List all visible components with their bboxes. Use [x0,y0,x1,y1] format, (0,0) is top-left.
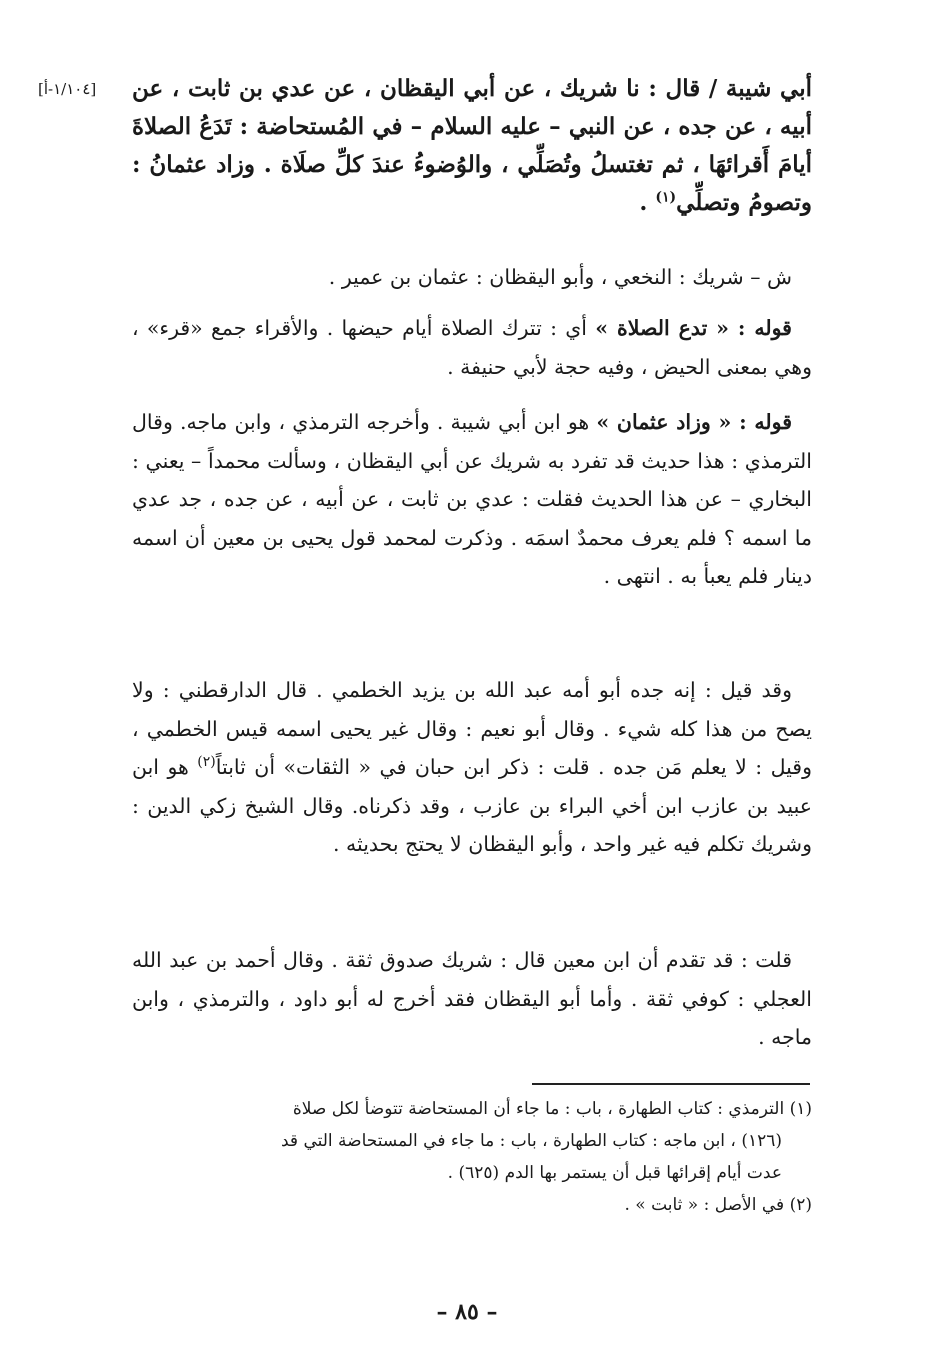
commentary-body-1: أي : تترك الصلاة أيام حيضها . والأقراء جمع «قرء» ، وهي بمعنى الحيض ، وفيه حجة لأبي حنيفة . [132,316,812,379]
footnote-separator [532,1083,810,1085]
commentary-body-3a: وقد قيل : إنه جده أبو أمه عبد الله بن يزيد الخطمي . قال الدارقطني : ولا يصح من هذا كله شيء . وقال أبو نعيم : وقال غير يحيى اسمه قيس الخطمي ، وقيل : لا يعلم مَن جده . قلت : ذكر ابن حبان في « الثقات» أن ثابتاً [132,678,812,779]
commentary-paragraph-3 [132,671,812,864]
commentary-paragraph-1 [132,309,812,386]
hadith-text [132,70,812,222]
commentary-lead-1: قوله : « تدع الصلاة » [595,316,792,340]
footnotes-section [132,1094,812,1222]
commentary-paragraph-2 [132,403,812,596]
commentary-body-2: هو ابن أبي شيبة . وأخرجه الترمذي ، وابن ماجه. وقال الترمذي : هذا حديث قد تفرد به شريك عن أبي اليقظان ، وسألت محمداً – يعني : البخاري – عن هذا الحديث فقلت : عدي بن ثابت ، عن أبيه ، عن جده ، جد عدي ما اسمه ؟ فلم يعرف محمدٌ اسمَه . وذكرت لمحمد قول يحيى بن معين أن اسمه دينار فلم يعبأ به . انتهى . [132,410,812,588]
commentary-lead-2: قوله : « وزاد عثمان » [596,410,793,434]
commentary-paragraph-4: قلت : قد تقدم أن ابن معين قال : شريك صدوق ثقة . وقال أحمد بن عبد الله العجلي : كوفي ثقة . وأما أبو اليقظان فقد أخرج له أبو داود ، والترمذي ، وابن ماجه . [132,948,812,1049]
hadith-end: . [639,189,656,216]
footnote-1-line-2: (١٢٦) ، ابن ماجه : كتاب الطهارة ، باب : ما جاء في المستحاضة التي قد [280,1131,782,1151]
sharh-narrators-line: ش – شريك : النخعي ، وأبو اليقظان : عثمان بن عمير . [328,265,792,289]
footnote-marker-2[interactable]: (٢) [197,754,216,771]
commentary-body-3b: هو ابن عبيد بن عازب ابن أخي البراء بن عازب ، وقد ذكرناه. وقال الشيخ زكي الدين : وشريك تكلم فيه غير واحد ، وأبو اليقظان لا يحتج بحديثه . [132,755,812,856]
footnote-1-line-1: (١) الترمذي : كتاب الطهارة ، باب : ما جاء أن المستحاضة تتوضأ لكل صلاة [292,1099,812,1119]
footnote-1-line-3: عدت أيام إقرائها قبل أن يستمر بها الدم (٦٢٥) . [447,1163,782,1183]
footnote-marker-1[interactable]: (١) [655,189,677,206]
footnote-2: (٢) في الأصل : « ثابت » . [624,1195,812,1215]
page-number: – ٨٥ – [436,1299,498,1325]
hadith-body: أبي شيبة / قال : نا شريك ، عن أبي اليقظان ، عن عدي بن ثابت ، عن أبيه ، عن جده ، عن النبي – عليه السلام – في المُستحاضة : تَدَعُ الصلاةَ أيامَ أَقرائهَا ، ثم تغتسلُ وتُصَلِّي ، والوُضوءُ عندَ كلِّ صلَاة . وزاد عثمانُ : وتصومُ وتصلِّي [132,75,812,216]
manuscript-folio-reference: [١/١٠٤-أ] [38,80,97,98]
